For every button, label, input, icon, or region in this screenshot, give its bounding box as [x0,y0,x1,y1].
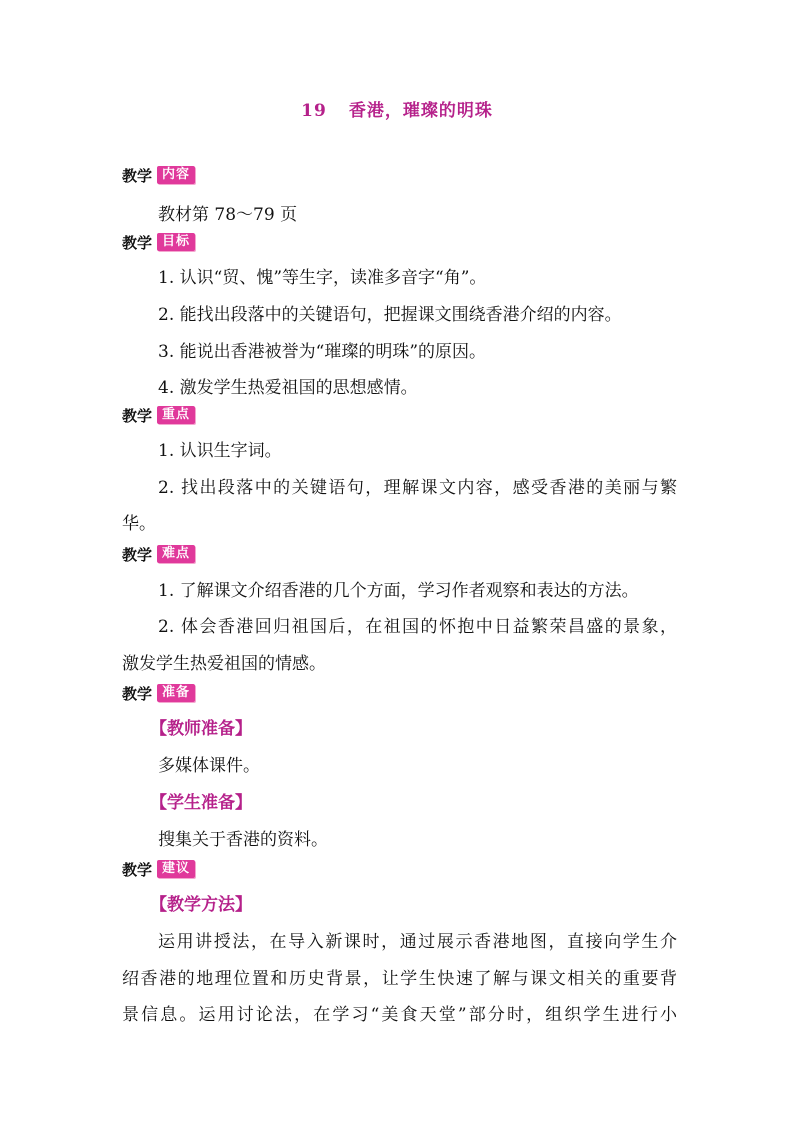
difficulty-item-continued: 激发学生热爱祖国的情感。 [122,654,326,674]
content-line: 教材第 78～79 页 [158,205,298,225]
difficulty-item: 2. 体会香港回归祖国后，在祖国的怀抱中日益繁荣昌盛的景象， [158,617,677,637]
difficulty-item: 1. 了解课文介绍香港的几个方面，学习作者观察和表达的方法。 [158,581,639,601]
key-point-item: 2. 找出段落中的关键语句，理解课文内容，感受香港的美丽与繁 [158,478,677,498]
section-heading-goals [122,231,195,253]
section-tag-goals: 目标 [157,233,195,251]
lesson-title-text: 香港，璀璨的明珠 [348,101,493,121]
section-heading-preparation [122,682,195,704]
section-tag-key-points: 重点 [157,406,195,424]
section-label: 教学 [122,166,153,185]
method-heading: 【教学方法】 [150,895,252,915]
section-tag-difficulties: 难点 [157,545,195,563]
section-tag-content: 内容 [157,166,195,184]
teacher-prep-text: 多媒体课件。 [158,756,260,776]
section-heading-key-points [122,404,195,426]
method-paragraph-line: 绍香港的地理位置和历史背景，让学生快速了解与课文相关的重要背 [122,969,677,989]
key-point-item-continued: 华。 [122,514,156,534]
method-paragraph-line: 景信息。运用讨论法，在学习“美食天堂”部分时，组织学生进行小 [122,1005,677,1025]
section-label: 教学 [122,860,153,879]
goal-item: 3. 能说出香港被誉为“璀璨的明珠”的原因。 [158,342,487,362]
section-heading-suggestions [122,858,195,880]
lesson-number: 19 [301,101,327,121]
section-label: 教学 [122,406,153,425]
key-point-item: 1. 认识生字词。 [158,441,282,461]
section-tag-suggestions: 建议 [157,860,195,878]
section-label: 教学 [122,684,153,703]
goal-item: 2. 能找出段落中的关键语句，把握课文围绕香港介绍的内容。 [158,305,622,325]
teacher-prep-heading: 【教师准备】 [150,719,252,739]
student-prep-text: 搜集关于香港的资料。 [158,830,328,850]
student-prep-heading: 【学生准备】 [150,793,252,813]
section-heading-content [122,164,195,186]
method-paragraph-line: 运用讲授法，在导入新课时，通过展示香港地图，直接向学生介 [158,932,677,952]
section-label: 教学 [122,233,153,252]
section-label: 教学 [122,545,153,564]
goal-item: 1. 认识“贸、愧”等生字，读准多音字“角”。 [158,268,487,288]
section-heading-difficulties [122,543,195,565]
section-tag-preparation: 准备 [157,684,195,702]
lesson-title [0,96,794,121]
goal-item: 4. 激发学生热爱祖国的思想感情。 [158,378,418,398]
